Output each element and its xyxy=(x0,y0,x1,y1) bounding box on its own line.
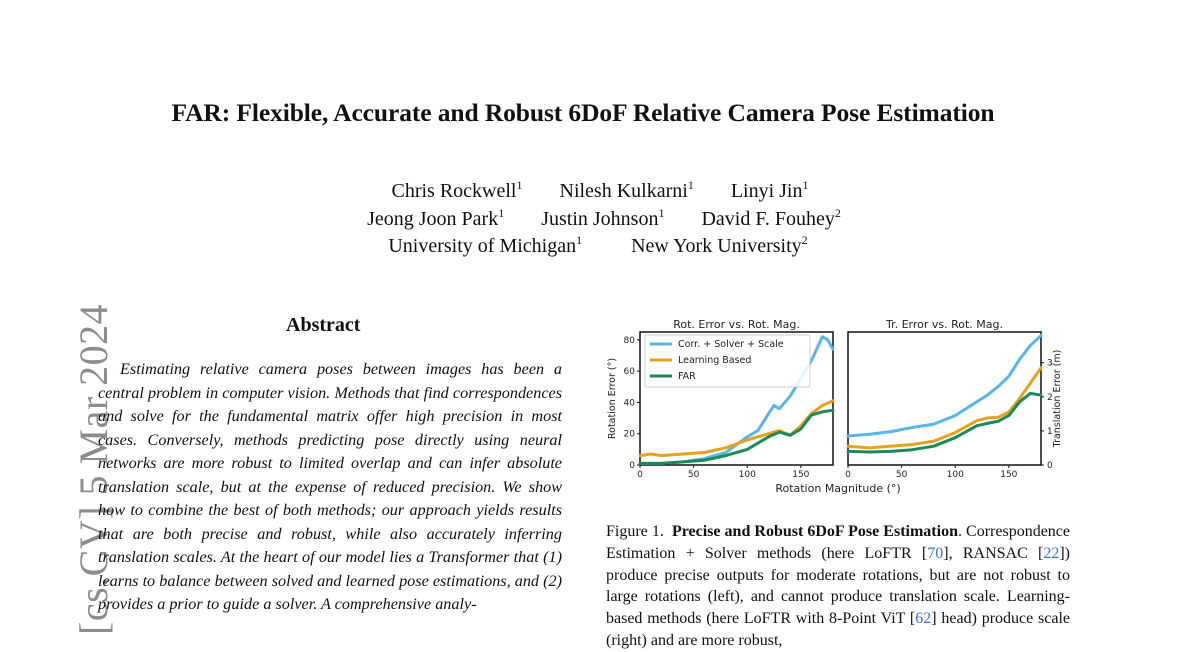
caption-part: ] head) produce scale (right) and are more robust, xyxy=(606,610,1070,649)
paper-title: FAR: Flexible, Accurate and Robust 6DoF Relative Camera Pose Estimation xyxy=(171,98,995,127)
figure-caption xyxy=(606,521,1070,652)
y-tick-label: 40 xyxy=(623,398,635,409)
y-tick-label: 80 xyxy=(623,335,635,346)
x-tick-label: 100 xyxy=(946,470,964,480)
abstract-text: Estimating relative camera poses between images has been a central problem in computer vision. Methods that find correspondences and solve for the fundamental matrix offer high precision in most cases. Conversely, methods predicting pose directly using neural networks are more robust to limited overlap and can infer absolute translation scale, but at the expense of reduced precision. We show how to combine the best of both methods; our approach yields results that are both precise and robust, while also accurately inferring translation scales. At the heart of our model lies a Transformer that (1) learns to balance between solved and learned pose estimations, and (2) provides a prior to guide a solver. A comprehensive analy- xyxy=(98,360,562,613)
y-tick-label: 0 xyxy=(1047,461,1053,471)
arxiv-stamp: [cs.CV] 5 Mar 2024 xyxy=(71,303,116,635)
author-row-2 xyxy=(4,206,1200,231)
chart-rotation-error xyxy=(607,318,833,480)
caption-part: ], RANSAC [ xyxy=(943,544,1044,562)
y-tick-label: 2 xyxy=(1047,392,1053,403)
chart-translation-error xyxy=(845,318,1063,480)
y-tick-label: 20 xyxy=(623,429,635,440)
legend-label: Corr. + Solver + Scale xyxy=(678,339,784,350)
figure-1-charts xyxy=(600,312,1080,502)
chart-title: Tr. Error vs. Rot. Mag. xyxy=(885,318,1004,331)
plot-frame xyxy=(848,332,1041,465)
abstract-heading: Abstract xyxy=(286,314,361,336)
citation-link[interactable]: 70 xyxy=(927,544,944,562)
y-tick-label: 1 xyxy=(1047,426,1053,437)
affiliation: New York University$^2$ xyxy=(631,233,808,257)
legend-label: FAR xyxy=(678,371,696,382)
x-axis-label: Rotation Magnitude (°) xyxy=(775,482,901,495)
abstract-body xyxy=(98,358,562,617)
legend-label: Learning Based xyxy=(678,355,752,366)
y-tick-label: 60 xyxy=(623,367,635,378)
x-tick-label: 150 xyxy=(792,470,810,480)
author: Nilesh Kulkarni$^1$ xyxy=(559,178,694,202)
caption-prefix: Figure 1. xyxy=(606,523,664,540)
author: Justin Johnson$^1$ xyxy=(541,206,665,230)
caption-bold: Precise and Robust 6DoF Pose Estimation xyxy=(671,523,958,540)
x-tick-label: 0 xyxy=(637,470,643,480)
y-axis-label: Rotation Error (°) xyxy=(607,357,618,440)
chart-title: Rot. Error vs. Rot. Mag. xyxy=(673,318,800,331)
x-tick-label: 50 xyxy=(687,470,700,480)
author-row-1 xyxy=(0,178,1200,203)
y-tick-label: 3 xyxy=(1047,358,1053,369)
author: David F. Fouhey$^2$ xyxy=(701,206,841,230)
caption-part: . Correspondence Estimation + Solver methods (here LoFTR [ xyxy=(606,523,1070,562)
affiliation-row xyxy=(0,233,1198,258)
citation-link[interactable]: 62 xyxy=(915,610,932,628)
y-tick-label: 0 xyxy=(629,461,635,471)
affiliation: University of Michigan$^1$ xyxy=(388,233,583,257)
y-axis-label: Translation Error (m) xyxy=(1052,349,1063,448)
x-tick-label: 100 xyxy=(738,470,756,480)
author: Chris Rockwell$^1$ xyxy=(391,178,523,202)
citation-link[interactable]: 22 xyxy=(1043,544,1060,562)
x-tick-label: 50 xyxy=(895,470,908,480)
author: Jeong Joon Park$^1$ xyxy=(367,206,505,230)
chart-legend xyxy=(645,335,810,387)
caption-part: ]) produce precise outputs for moderate rotations, but are not robust to large rotations (left), and cannot produce translation scale. Learning-based methods (here LoFTR with 8-Point ViT [ xyxy=(606,544,1070,628)
x-tick-label: 150 xyxy=(1000,470,1018,480)
author: Linyi Jin$^1$ xyxy=(730,178,809,202)
x-tick-label: 0 xyxy=(845,470,851,480)
